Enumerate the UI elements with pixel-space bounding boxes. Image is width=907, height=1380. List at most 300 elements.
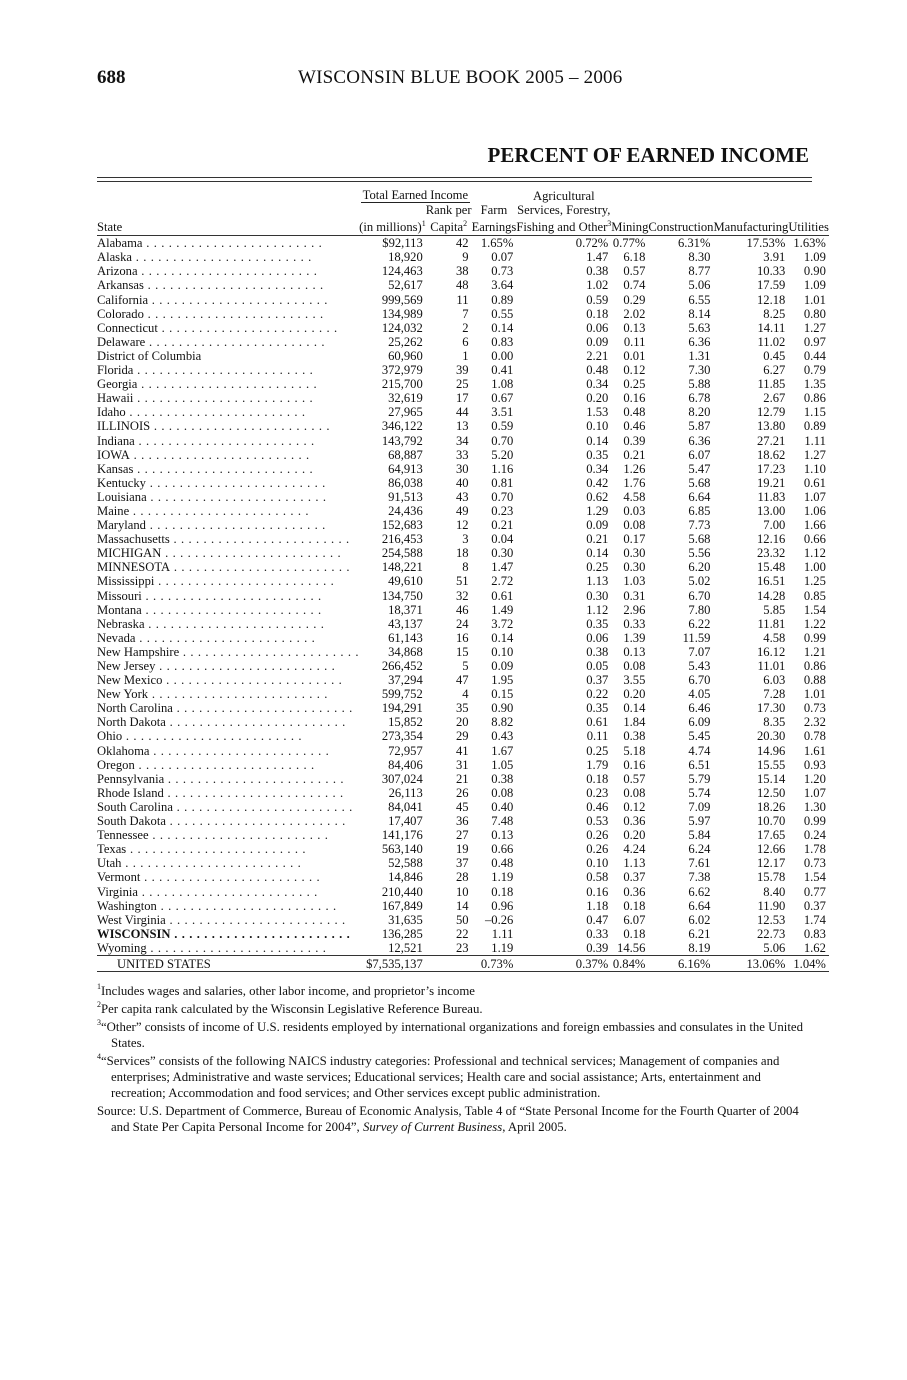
state-name: Ohio . . . [97,729,359,743]
table-row [97,307,829,321]
cell-construction: 7.80 [688,602,711,617]
state-name: MICHIGAN . . . [97,546,359,560]
cell-construction: 6.64 [688,489,711,504]
cell-farm: 1.19 [491,870,514,885]
state-name: Vermont . . . [97,870,359,884]
cell-construction: 6.20 [688,560,711,575]
cell-total: 167,849 [381,898,423,913]
cell-rank: 24 [455,616,469,631]
cell-agri: 0.61 [586,715,609,730]
cell-rank: 5 [462,659,469,673]
cell-total: 143,792 [381,433,423,448]
state-name: South Dakota . . . [97,814,359,828]
table-row [97,546,829,560]
cell-mining: 0.48 [623,405,646,420]
cell-farm: 0.30 [491,546,514,561]
table-row [97,786,829,800]
page-number: 688 [97,67,126,88]
cell-utilities: 0.83 [803,926,826,941]
cell-mining: 1.03 [623,574,646,589]
cell-construction: 5.63 [688,320,711,335]
cell-utilities: 1.15 [803,405,826,420]
cell-rank: 41 [455,743,469,758]
table-row [97,419,829,433]
footnote-1: $^1$Includes wages and salaries, other labor income, and proprietor’s income [97,982,475,998]
cell-mining: 0.20 [623,828,646,843]
state-name: Indiana . . . [97,434,359,448]
table-row [97,391,829,405]
cell-farm: 8.82 [491,715,514,730]
cell-construction: 6.36 [688,433,711,448]
cell-utilities: 0.86 [803,391,826,406]
cell-utilities: 1.20 [803,771,826,786]
cell-total: 216,453 [381,532,423,547]
cell-manufacturing: 14.11 [757,320,786,335]
cell-total: $92,113 [382,236,423,251]
cell-manufacturing: 17.65 [756,828,786,843]
table-row [97,504,829,518]
state-name: Missouri . . . [97,589,359,603]
cell-utilities: 1.10 [803,461,826,476]
cell-manufacturing: 4.58 [763,630,786,645]
table-row [97,715,829,729]
cell-agri: 0.58 [586,870,609,885]
state-name: Washington . . . [97,899,359,913]
cell-construction: 6.55 [688,292,711,307]
cell-rank: 37 [455,856,469,871]
cell-farm: 0.59 [491,419,514,434]
us-cell-agri: 0.37% [516,955,611,971]
cell-rank: 9 [462,250,469,265]
cell-utilities: 1.01 [803,292,826,307]
cell-manufacturing: 6.03 [763,673,786,688]
cell-agri: 0.34 [586,461,609,476]
cell-rank: 4 [462,687,469,702]
cell-farm: 3.64 [491,278,514,293]
state-name: Nevada . . . [97,631,359,645]
state-name: Oregon . . . [97,758,359,772]
cell-utilities: 0.89 [803,419,826,434]
cell-mining: 0.33 [623,616,646,631]
cell-mining: 0.39 [623,433,646,448]
cell-mining: 0.29 [623,292,646,307]
cell-total: 136,285 [381,926,423,941]
cell-agri: 1.02 [586,278,609,293]
cell-farm: 0.38 [491,771,514,786]
cell-construction: 7.07 [688,644,711,659]
state-name: California . . . [97,293,359,307]
group-total-earned-income: Total Earned Income [362,188,469,202]
cell-utilities: 1.07 [803,785,826,800]
cell-manufacturing: 12.50 [756,785,786,800]
cell-mining: 4.24 [623,842,646,857]
cell-total: 266,452 [381,659,423,673]
cell-total: 84,406 [388,757,423,772]
table-row [97,532,829,546]
cell-agri: 0.62 [586,489,609,504]
cell-manufacturing: 2.67 [763,391,786,406]
header-mid-row [97,203,829,217]
cell-total: 86,038 [388,475,423,490]
cell-mining: 0.36 [623,814,646,829]
state-name: Mississippi . . . [97,574,359,588]
cell-total: 134,989 [381,306,423,321]
cell-construction: 6.21 [688,926,711,941]
state-name: West Virginia . . . [97,913,359,927]
cell-farm: 2.72 [491,574,514,589]
cell-agri: 0.14 [586,433,609,448]
cell-utilities: 1.61 [803,743,826,758]
cell-manufacturing: 12.66 [756,842,786,857]
table-row [97,278,829,292]
cell-total: 18,920 [388,250,423,265]
cell-mining: 5.18 [623,743,646,758]
cell-agri: 0.59 [586,292,609,307]
cell-rank: 21 [455,771,469,786]
cell-agri: 0.35 [586,447,609,462]
cell-mining: 0.77% [612,236,646,251]
cell-utilities: 0.24 [803,828,826,843]
us-cell-mining: 0.84% [611,955,648,971]
cell-utilities: 1.27 [803,320,826,335]
running-title: WISCONSIN BLUE BOOK 2005 – 2006 [298,67,623,88]
cell-rank: 20 [455,715,469,730]
cell-construction: 7.09 [688,799,711,814]
cell-rank: 49 [455,503,469,518]
cell-total: 72,957 [388,743,423,758]
cell-utilities: 1.78 [803,842,826,857]
table-row [97,870,829,884]
cell-manufacturing: 17.59 [756,278,786,293]
cell-rank: 39 [455,363,469,378]
cell-agri: 0.46 [586,799,609,814]
cell-rank: 42 [455,236,469,251]
cell-agri: 0.30 [586,588,609,603]
table-row [97,589,829,603]
cell-farm: 0.81 [491,475,514,490]
cell-total: 31,635 [388,912,423,927]
col-rank-line1: Rank per [425,203,472,217]
state-name: Connecticut . . . [97,321,359,335]
cell-total: 210,440 [381,884,423,899]
cell-manufacturing: 16.51 [756,574,786,589]
cell-manufacturing: 3.91 [763,250,786,265]
state-name: Wyoming . . . [97,941,359,955]
cell-farm: 3.51 [491,405,514,420]
cell-rank: 7 [462,306,469,321]
state-name: Virginia . . . [97,885,359,899]
cell-rank: 23 [455,940,469,955]
cell-rank: 40 [455,475,469,490]
cell-farm: 0.09 [491,659,514,673]
state-name: Montana . . . [97,603,359,617]
table-row [97,574,829,588]
cell-construction: 8.20 [688,405,711,420]
state-name: Maine . . . [97,504,359,518]
cell-mining: 1.84 [623,715,646,730]
state-name: Florida . . . [97,363,359,377]
cell-agri: 0.42 [586,475,609,490]
state-name: Kansas . . . [97,462,359,476]
cell-utilities: 0.80 [803,306,826,321]
us-total-label: UNITED STATES [97,955,359,971]
cell-utilities: 2.32 [803,715,826,730]
cell-agri: 1.12 [586,602,609,617]
cell-farm: 0.90 [491,701,514,716]
cell-farm: 0.08 [491,785,514,800]
cell-total: 18,371 [388,602,423,617]
us-total-row [97,955,829,971]
cell-utilities: 1.35 [803,377,826,392]
cell-utilities: 1.66 [803,518,826,533]
cell-farm: 1.65% [480,236,514,251]
cell-construction: 6.51 [688,757,711,772]
cell-mining: 0.16 [623,757,646,772]
cell-construction: 5.47 [688,461,711,476]
cell-rank: 46 [455,602,469,617]
cell-farm: 0.10 [491,644,514,659]
cell-construction: 6.22 [688,616,711,631]
cell-rank: 2 [462,320,469,335]
footnote-3: $^3$“Other” consists of income of U.S. residents employed by international organizations and foreign embassies and consulates in the United States. [97,1018,803,1050]
table-row [97,603,829,617]
cell-total: 17,407 [388,814,423,829]
cell-utilities: 0.73 [803,701,826,716]
table-row [97,321,829,335]
cell-mining: 1.13 [623,856,646,871]
cell-manufacturing: 17.53% [746,236,786,251]
cell-agri: 0.25 [586,560,609,575]
cell-manufacturing: 11.90 [757,898,786,913]
cell-farm: 0.73 [491,264,514,279]
col-rank: Capita$^2$ [426,217,472,236]
state-name: Pennsylvania . . . [97,772,359,786]
cell-manufacturing: 14.96 [756,743,786,758]
state-name: Oklahoma . . . [97,744,359,758]
cell-total: 68,887 [388,447,423,462]
cell-mining: 0.30 [623,546,646,561]
cell-construction: 5.45 [688,729,711,744]
cell-mining: 0.18 [623,898,646,913]
cell-rank: 16 [455,630,469,645]
table-row [97,800,829,814]
col-farm-line1: Farm [480,203,508,217]
cell-construction: 6.85 [688,503,711,518]
cell-rank: 6 [462,334,469,349]
cell-total: 60,960 [388,348,423,363]
table-body [97,236,829,972]
table-row [97,842,829,856]
table-row [97,448,829,462]
cell-construction: 6.62 [688,884,711,899]
cell-manufacturing: 11.01 [757,659,786,673]
cell-utilities: 0.86 [803,659,826,673]
cell-manufacturing: 22.73 [756,926,786,941]
cell-farm: 0.67 [491,391,514,406]
cell-utilities: 1.74 [803,912,826,927]
cell-total: 64,913 [388,461,423,476]
table-row [97,335,829,349]
cell-total: 273,354 [381,729,423,744]
cell-manufacturing: 12.79 [756,405,786,420]
cell-manufacturing: 15.78 [756,870,786,885]
cell-mining: 2.02 [623,306,646,321]
cell-mining: 0.25 [623,377,646,392]
table-row [97,434,829,448]
footnote-4: $^4$“Services” consists of the following NAICS industry categories: Professional and technical services; Management of companies and enterprises; Administrative and waste services; Educational services; Health care and social assistance; Arts, entertainment and recreation; Accommodation and food services; and Other services except public administration. [97,1052,780,1100]
table-row [97,518,829,532]
state-name: Colorado . . . [97,307,359,321]
cell-total: 215,700 [381,377,423,392]
cell-agri: 0.53 [586,814,609,829]
cell-farm: 0.96 [491,898,514,913]
cell-rank: 10 [455,884,469,899]
cell-farm: 1.95 [491,673,514,688]
cell-mining: 0.16 [623,391,646,406]
cell-construction: 4.74 [688,743,711,758]
cell-rank: 1 [462,348,469,363]
cell-manufacturing: 27.21 [756,433,786,448]
state-name: District of Columbia [97,348,202,363]
cell-total: 24,436 [388,503,423,518]
cell-construction: 5.02 [688,574,711,589]
cell-manufacturing: 10.70 [756,814,786,829]
table-row [97,941,829,956]
cell-utilities: 0.78 [803,729,826,744]
us-cell-construction: 6.16% [648,955,713,971]
state-name: New Jersey . . . [97,659,359,673]
state-name: New York . . . [97,687,359,701]
state-name: ILLINOIS . . . [97,419,359,433]
cell-agri: 0.23 [586,785,609,800]
cell-construction: 8.30 [688,250,711,265]
state-name: Tennessee . . . [97,828,359,842]
cell-mining: 0.03 [623,503,646,518]
cell-utilities: 0.66 [803,532,826,547]
cell-mining: 0.36 [623,884,646,899]
table-row [97,631,829,645]
cell-farm: 0.70 [491,489,514,504]
cell-rank: 27 [455,828,469,843]
state-name: Arkansas . . . [97,278,359,292]
cell-utilities: 0.44 [803,348,826,363]
cell-construction: 6.46 [688,701,711,716]
cell-manufacturing: 8.40 [763,884,786,899]
cell-construction: 6.64 [688,898,711,913]
table-row [97,856,829,870]
cell-mining: 0.57 [623,771,646,786]
cell-total: 194,291 [381,701,423,716]
cell-utilities: 1.12 [803,546,826,561]
cell-farm: 0.00 [491,348,514,363]
cell-utilities: 1.27 [803,447,826,462]
cell-mining: 14.56 [617,940,646,955]
group-agricultural: Agricultural [533,189,595,203]
cell-mining: 0.21 [623,447,646,462]
cell-farm: 0.21 [491,518,514,533]
table-row [97,927,829,941]
cell-agri: 0.21 [586,532,609,547]
cell-construction: 5.68 [688,475,711,490]
cell-mining: 0.08 [623,659,646,673]
cell-utilities: 1.09 [803,250,826,265]
cell-rank: 31 [455,757,469,772]
cell-utilities: 1.25 [803,574,826,589]
cell-farm: 1.16 [491,461,514,476]
state-name: Rhode Island . . . [97,786,359,800]
cell-total: 12,521 [388,940,423,955]
cell-farm: 7.48 [491,814,514,829]
cell-construction: 6.70 [688,673,711,688]
cell-farm: 0.40 [491,799,514,814]
cell-agri: 0.26 [586,842,609,857]
cell-rank: 18 [455,546,469,561]
cell-total: 14,846 [388,870,423,885]
cell-construction: 5.06 [688,278,711,293]
cell-manufacturing: 13.80 [756,419,786,434]
cell-agri: 0.20 [586,391,609,406]
cell-manufacturing: 7.00 [763,518,786,533]
state-name: Hawaii . . . [97,391,359,405]
cell-rank: 12 [455,518,469,533]
footnotes [97,983,817,1137]
cell-agri: 0.14 [586,546,609,561]
col-manufacturing: Manufacturing [713,217,788,236]
cell-agri: 0.35 [586,616,609,631]
cell-manufacturing: 15.55 [756,757,786,772]
table-row [97,250,829,264]
cell-total: 563,140 [381,842,423,857]
cell-mining: 0.38 [623,729,646,744]
cell-rank: 30 [455,461,469,476]
state-name: Arizona . . . [97,264,359,278]
cell-mining: 0.57 [623,264,646,279]
cell-agri: 0.34 [586,377,609,392]
cell-manufacturing: 18.26 [756,799,786,814]
cell-farm: 3.72 [491,616,514,631]
cell-mining: 0.17 [623,532,646,547]
table-row [97,744,829,758]
header-group-row [97,188,829,203]
col-agri-line2: Services, Forestry, [517,203,611,217]
cell-rank: 11 [456,292,469,307]
cell-manufacturing: 13.00 [756,503,786,518]
cell-mining: 0.14 [623,701,646,716]
us-cell-total: $7,535,137 [359,955,426,971]
cell-construction: 1.31 [688,348,711,363]
cell-mining: 1.39 [623,630,646,645]
cell-total: 124,032 [381,320,423,335]
cell-mining: 0.31 [623,588,646,603]
cell-manufacturing: 7.28 [763,687,786,702]
cell-manufacturing: 10.33 [756,264,786,279]
cell-agri: 0.33 [586,926,609,941]
cell-rank: 47 [455,673,469,688]
table-row [97,560,829,574]
col-state: State [97,217,359,236]
cell-mining: 0.12 [623,799,646,814]
cell-manufacturing: 6.27 [763,363,786,378]
table-row [97,687,829,701]
cell-agri: 0.22 [586,687,609,702]
cell-agri: 1.47 [586,250,609,265]
cell-rank: 38 [455,264,469,279]
cell-agri: 0.06 [586,630,609,645]
cell-agri: 1.53 [586,405,609,420]
cell-agri: 0.47 [586,912,609,927]
cell-rank: 26 [455,785,469,800]
cell-construction: 4.05 [688,687,711,702]
